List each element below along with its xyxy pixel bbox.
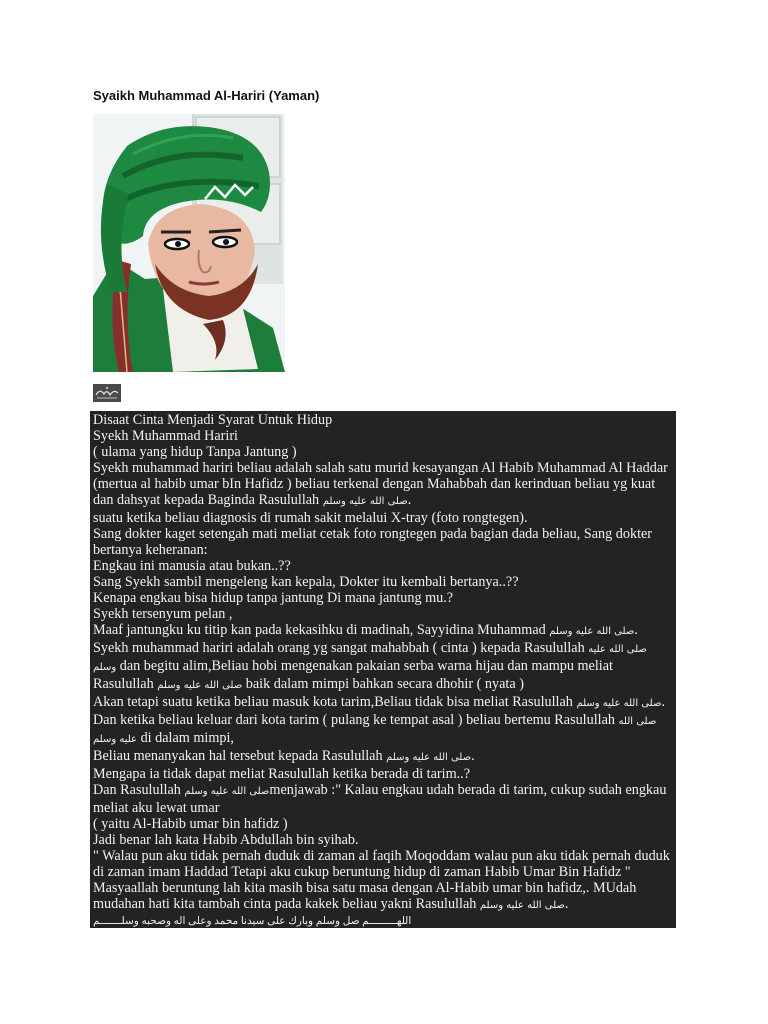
article-paragraph: Akan tetapi suatu ketika beliau masuk kota tarim,Beliau tidak bisa meliat Rasulullah صلى الله عليه وسلم. Dan ketika beliau keluar dari kota tarim ( pulang ke tempat asal ) beliau bertemu Rasulullah صلى الله عليه وسلم di dalam mimpi, [93,694,665,746]
salawat-text: صلى الله عليه وسلم [157,680,243,691]
salawat-text: صلى الله عليه وسلم [184,786,270,797]
article-text: menjawab :" Kalau engkau udah berada di tarim, cukup sudah engkau meliat aku lewat umar [93,782,667,816]
salawat-text: صلى الله عليه وسلم [93,644,647,673]
article-paragraph [93,782,673,816]
salawat-calligraphy-image [93,384,121,402]
article-line: suatu ketika beliau diagnosis di rumah sakit melalui X-tray (foto rongtegen). [93,510,528,526]
article-line: Jadi benar lah kata Habib Abdullah bin syihab. [93,832,359,848]
article-text: Masyaallah beruntung lah kita masih bisa satu masa dengan Al-Habib umar bin hafidz,. MUdah mudahan hati kita tambah cinta pada kakek beliau yakni Rasulullah [93,880,637,912]
document-title: Syaikh Muhammad Al-Hariri (Yaman) [93,88,320,103]
article-line: Kenapa engkau bisa hidup tanpa jantung Di mana jantung mu.? [93,590,454,606]
salawat-text: صلى الله عليه وسلم [479,900,565,911]
article-line: ( yaitu Al-Habib umar bin hafidz ) [93,816,288,832]
article-paragraph: Masyaallah beruntung lah kita masih bisa satu masa dengan Al-Habib umar bin hafidz,. MUdah mudahan hati kita tambah cinta pada kakek beliau yakni Rasulullah صلى الله عليه وسلم. [93,880,637,912]
article-line: Disaat Cinta Menjadi Syarat Untuk Hidup [93,412,333,428]
salawat-text: صلى الله عليه وسلم [576,698,662,709]
article-line: Engkau ini manusia atau bukan..?? [93,558,291,574]
article-paragraph [93,640,673,694]
article-paragraph: Syekh muhammad hariri beliau adalah salah satu murid kesayangan Al Habib Muhammad Al Haddar (mertua al habib umar bIn Hafidz ) beliau terkenal dengan Mahabbah dan kerinduan beliau yg kuat dan dahsyat kepada Baginda Rasulullah صلى الله عليه وسلم. [93,460,668,508]
article-text: dan begitu alim,Beliau hobi mengenakan pakaian serba warna hijau dan mampu meliat Rasulullah [93,658,613,692]
article-line: ( ulama yang hidup Tanpa Jantung ) [93,444,297,460]
article-paragraph: Beliau menanyakan hal tersebut kepada Rasulullah صلى الله عليه وسلم. [93,748,475,764]
article-text: Dan Rasulullah [93,782,181,798]
article-line: Syekh tersenyum pelan , [93,606,233,622]
salawat-text: صلى الله عليه وسلم [322,496,408,507]
article-text: Akan tetapi suatu ketika beliau masuk kota tarim,Beliau tidak bisa meliat Rasulullah [93,694,573,710]
article-line: Mengapa ia tidak dapat meliat Rasulullah ketika berada di tarim..? [93,766,471,782]
article-paragraph: Maaf jantungku ku titip kan pada kekasihku di madinah, Sayyidina Muhammad صلى الله عليه وسلم. [93,622,638,638]
salawat-text: صلى الله عليه وسلم [93,716,657,745]
salawat-text: صلى الله عليه وسلم [386,752,472,763]
article-text: Maaf jantungku ku titip kan pada kekasihku di madinah, Sayyidina Muhammad [93,622,546,638]
article-line: Syekh Muhammad Hariri [93,428,238,444]
article-text: di dalam mimpi, [140,730,234,746]
portrait-photo [93,114,285,374]
article-text-box [90,411,676,928]
article-text: Syekh muhammad hariri adalah orang yg sangat mahabbah ( cinta ) kepada Rasulullah [93,640,585,656]
article-text: Beliau menanyakan hal tersebut kepada Rasulullah [93,748,383,764]
article-line: " Walau pun aku tidak pernah duduk di zaman al faqih Moqoddam walau pun aku tidak pernah duduk di zaman imam Haddad Tetapi aku cukup beruntung hidup di zaman Habib Umar Bin Hafidz " [93,848,670,880]
salawat-text: صلى الله عليه وسلم [549,626,635,637]
article-text: Dan ketika beliau keluar dari kota tarim ( pulang ke tempat asal ) beliau bertemu Rasulullah [93,712,615,728]
article-line: Sang dokter kaget setengah mati meliat cetak foto rongtegen pada bagian dada beliau, Sang dokter bertanya keheranan: [93,526,653,558]
salawat-closing-line: اللهـــــــــم صل وسلم وبارك على سيدنا محمد وعلى اله وصحبه وسلـــــــم [93,916,412,927]
article-line: Sang Syekh sambil mengeleng kan kepala, Dokter itu kembali bertanya..?? [93,574,519,590]
article-text: baik dalam mimpi bahkan secara dhohir ( nyata ) [245,676,524,692]
article-text: Syekh muhammad hariri beliau adalah salah satu murid kesayangan Al Habib Muhammad Al Haddar (mertua al habib umar bIn Hafidz ) beliau terkenal dengan Mahabbah dan kerinduan beliau yg kuat dan dahsyat kepada Baginda Rasulullah [93,460,668,508]
